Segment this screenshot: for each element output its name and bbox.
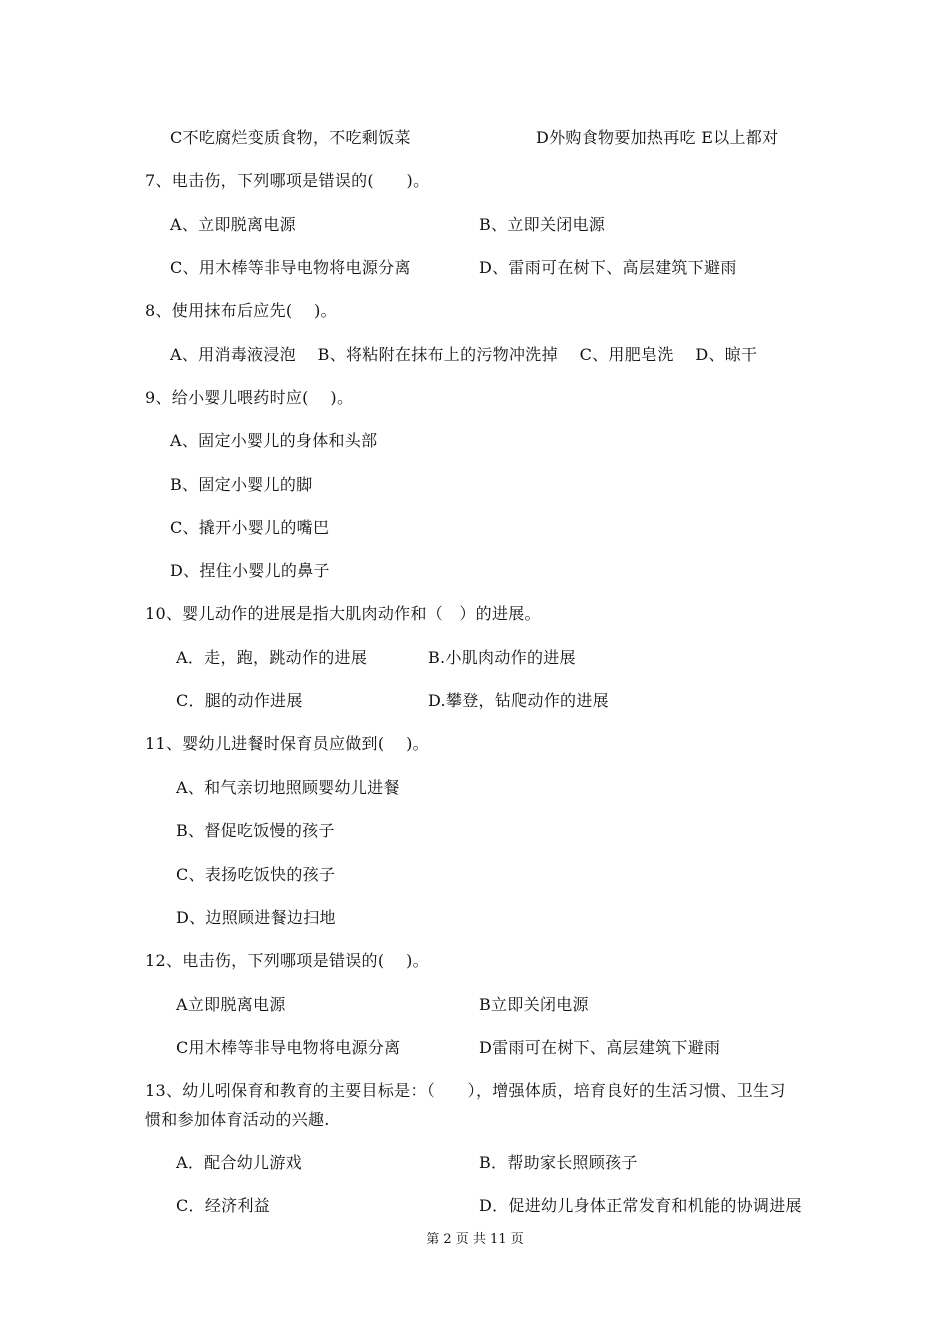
q12-option-b: B立即关闭电源 (479, 995, 589, 1014)
q12-option-d: D雷雨可在树下、高层建筑下避雨 (479, 1038, 721, 1057)
question-9: 9、给小婴儿喂药时应( )。 (145, 388, 354, 407)
question-7: 7、电击伤，下列哪项是错误的( )。 (145, 171, 430, 190)
q7-option-c: C、用木棒等非导电物将电源分离 (170, 258, 411, 277)
q9-option-b: B、固定小婴儿的脚 (170, 475, 313, 494)
q13-option-b: B．帮助家长照顾孩子 (479, 1153, 638, 1172)
q9-option-c: C、撬开小婴儿的嘴巴 (170, 518, 330, 537)
q10-option-c: C．腿的动作进展 (176, 691, 303, 710)
q12-option-a: A立即脱离电源 (176, 995, 286, 1014)
q10-option-a: A．走，跑，跳动作的进展 (176, 648, 368, 667)
q9-option-d: D、捏住小婴儿的鼻子 (170, 561, 330, 580)
option-d-prev: D外购食物要加热再吃 E以上都对 (536, 128, 779, 147)
q10-option-d: D.攀登，钻爬动作的进展 (428, 691, 609, 710)
q9-option-a: A、固定小婴儿的身体和头部 (170, 431, 378, 450)
q13-option-a: A．配合幼儿游戏 (176, 1153, 302, 1172)
q12-option-c: C用木棒等非导电物将电源分离 (176, 1038, 401, 1057)
q11-option-a: A、和气亲切地照顾婴幼儿进餐 (176, 778, 400, 797)
q11-option-c: C、表扬吃饭快的孩子 (176, 865, 336, 884)
option-c-prev: C不吃腐烂变质食物，不吃剩饭菜 (170, 128, 411, 147)
q13-option-d: D．促进幼儿身体正常发育和机能的协调进展 (479, 1196, 802, 1215)
question-8: 8、使用抹布后应先( )。 (145, 301, 337, 320)
question-11: 11、婴幼儿进餐时保育员应做到( )。 (145, 734, 429, 753)
q11-option-b: B、督促吃饭慢的孩子 (176, 821, 335, 840)
q7-option-b: B、立即关闭电源 (479, 215, 606, 234)
q11-option-d: D、边照顾进餐边扫地 (176, 908, 336, 927)
page-footer: 第 2 页 共 11 页 (426, 1232, 524, 1247)
q8-options: A、用消毒液浸泡 B、将粘附在抹布上的污物冲洗掉 C、用肥皂洗 D、晾干 (170, 345, 758, 364)
q13-option-c: C．经济利益 (176, 1196, 271, 1215)
question-13-line-2: 惯和参加体育活动的兴趣. (145, 1110, 330, 1129)
question-13-line-1: 13、幼儿吲保育和教育的主要目标是：（ ），增强体质，培育良好的生活习惯、卫生习 (145, 1081, 786, 1100)
q7-option-a: A、立即脱离电源 (170, 215, 296, 234)
q7-option-d: D、雷雨可在树下、高层建筑下避雨 (479, 258, 737, 277)
q10-option-b: B.小肌肉动作的进展 (428, 648, 576, 667)
question-10: 10、婴儿动作的进展是指大肌肉动作和（ ）的进展。 (145, 604, 541, 623)
question-12: 12、电击伤，下列哪项是错误的( )。 (145, 951, 429, 970)
